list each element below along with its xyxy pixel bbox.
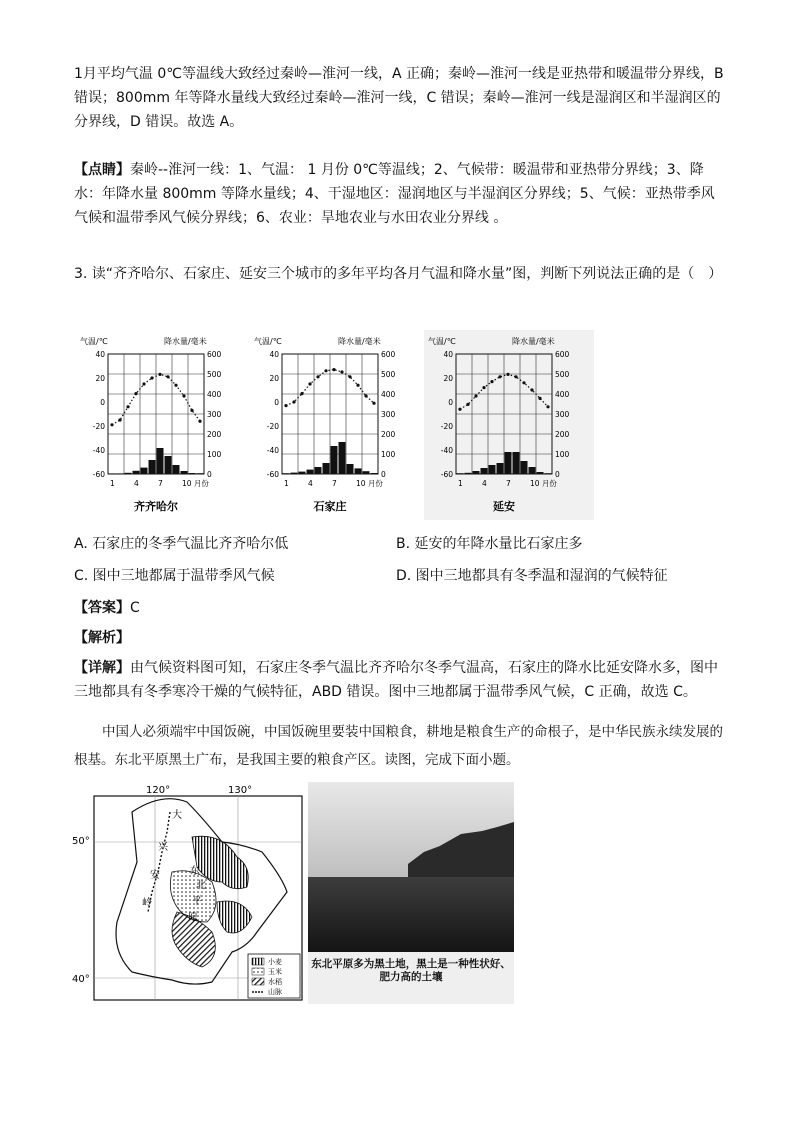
precip-bar [197,473,204,474]
precip-tick-label: 500 [555,370,570,379]
temp-tick-label: 20 [269,374,279,383]
precip-bar [521,461,528,474]
precip-bar [109,473,116,474]
precip-tick-label: 600 [381,350,396,359]
temp-point [474,394,477,397]
question-3: 3. 读“齐齐哈尔、石家庄、延安三个城市的多年平均各月气温和降水量”图，判断下列说法正确的是（ ） [74,266,723,282]
option-b: B. 延安的年降水量比石家庄多 [396,536,583,552]
precip-bar [473,471,480,474]
precip-tick-label: 600 [207,350,222,359]
temp-point [538,397,541,400]
temp-tick-label: -20 [266,422,279,431]
temp-point [316,375,319,378]
temp-point [198,420,201,423]
precip-bar [371,473,378,474]
map-char-1: 大 [172,810,182,821]
precip-bar [181,471,188,474]
month-tick-label: 10 月份 [530,479,557,488]
month-tick-label: 4 [134,479,139,488]
month-tick-label: 7 [158,479,163,488]
month-tick-label: 4 [308,479,313,488]
precip-tick-label: 200 [381,430,396,439]
precip-tick-label: 100 [207,450,222,459]
precip-bar [299,472,306,474]
precip-tick-label: 100 [381,450,396,459]
precip-bar [189,473,196,474]
precip-axis-label: 降水量/毫米 [164,337,207,346]
chart-caption: 石家庄 [313,500,347,513]
precip-tick-label: 300 [555,410,570,419]
temp-tick-label: -20 [92,422,105,431]
precip-bar [489,465,496,474]
map-char-2: 兴 [158,842,168,853]
month-tick-label: 10 月份 [356,479,383,488]
precip-bar [339,442,346,474]
month-tick-label: 1 [110,479,115,488]
temp-point [332,368,335,371]
precip-tick-label: 0 [555,470,560,479]
temp-point [118,418,121,421]
precip-bar [355,468,362,474]
precip-bar [481,468,488,474]
black-soil-photo [308,782,514,1004]
tip-label: 【点睛】 [74,162,130,178]
precip-tick-label: 500 [381,370,396,379]
precip-bar [537,472,544,474]
climate-chart-yanan [424,330,594,520]
precip-bar [283,473,290,474]
temp-point [490,380,493,383]
temp-point [158,373,161,376]
temp-point [150,376,153,379]
precip-tick-label: 0 [381,470,386,479]
temp-point [522,381,525,384]
lat-label-50: 50° [72,836,90,847]
analysis-label: 【解析】 [74,630,130,646]
legend-wheat: 小麦 [268,958,282,966]
northeast-plain-crop-map [72,782,304,1004]
temp-point [166,375,169,378]
precip-bar [457,473,464,474]
precip-tick-label: 0 [207,470,212,479]
precip-bar [173,465,180,474]
precip-tick-label: 100 [555,450,570,459]
precip-bar [545,473,552,474]
temp-tick-label: -40 [440,446,453,455]
precip-bar [465,473,472,474]
temp-point [292,400,295,403]
answer-line [74,598,140,618]
temp-tick-label: 40 [269,350,279,359]
temp-tick-label: 40 [443,350,453,359]
map-char-4: 岭 [142,898,152,909]
precip-bar [347,464,354,474]
climate-chart-qiqihar [76,330,246,520]
temp-tick-label: 0 [448,398,453,407]
precip-bar [315,467,322,474]
map-char-3: 安 [150,870,160,881]
legend-corn: 玉米 [268,968,282,976]
detail-text: 由气候资料图可知，石家庄冬季气温比齐齐哈尔冬季气温高，石家庄的降水比延安降水多，图中三地都具有冬季寒冷干燥的气候特征，ABD 错误。图中三地都属于温带季风气候，C 正确，故选 C。 [74,660,718,700]
precip-tick-label: 500 [207,370,222,379]
precip-axis-label: 降水量/毫米 [338,337,381,346]
temp-point [142,382,145,385]
precip-bar [331,446,338,474]
month-tick-label: 7 [332,479,337,488]
chart-caption: 延安 [493,500,515,513]
temp-point [458,408,461,411]
legend-rice: 水稻 [268,978,282,986]
answer-explanation-q2: 1月平均气温 0℃等温线大致经过秦岭—淮河一线，A 正确；秦岭—淮河一线是亚热带和暖温带分界线，B 错误；800mm 年等降水量线大致经过秦岭—淮河一线，C 错误；秦岭—淮河一线是湿润区和半湿润区的分界线，D 错误。故选 A。 [74,66,724,130]
lat-label-40: 40° [72,974,90,985]
temp-point [182,394,185,397]
precip-bar [117,473,124,474]
chart-caption: 齐齐哈尔 [134,500,178,513]
precip-bar [529,467,536,474]
temp-tick-label: 20 [443,374,453,383]
temp-axis-label: 气温/℃ [428,337,456,346]
precip-axis-label: 降水量/毫米 [512,337,555,346]
answer-value: C [130,600,140,616]
temp-tick-label: 20 [95,374,105,383]
month-tick-label: 1 [458,479,463,488]
temp-point [308,382,311,385]
material-intro: 中国人必须端牢中国饭碗，中国饭碗里要装中国粮食，耕地是粮食生产的命根子，是中华民族永续发展的根基。东北平原黑土广布，是我国主要的粮食产区。读图，完成下面小题。 [74,724,723,768]
temp-point [466,403,469,406]
precip-tick-label: 300 [381,410,396,419]
temp-point [530,388,533,391]
map-char-7: 平 [192,896,202,907]
precip-tick-label: 400 [381,390,396,399]
precip-bar [141,468,148,474]
temp-tick-label: 0 [100,398,105,407]
month-tick-label: 10 月份 [182,479,209,488]
temp-tick-label: -40 [266,446,279,455]
precip-bar [307,470,314,474]
precip-bar [363,471,370,474]
temp-axis-label: 气温/℃ [254,337,282,346]
precip-bar [513,452,520,474]
temp-point [126,405,129,408]
legend-mountain: 山脉 [268,988,282,996]
temp-point [364,394,367,397]
temp-point [340,370,343,373]
detail-paragraph [74,656,724,704]
month-tick-label: 4 [482,479,487,488]
precip-tick-label: 600 [555,350,570,359]
temp-tick-label: -20 [440,422,453,431]
precip-bar [323,463,330,474]
month-tick-label: 7 [506,479,511,488]
temp-point [324,369,327,372]
temp-point [506,373,509,376]
precip-bar [165,456,172,474]
temp-point [190,409,193,412]
climate-chart-shijiazhuang [250,330,420,520]
temp-point [284,404,287,407]
temp-point [482,386,485,389]
temp-point [110,423,113,426]
precip-tick-label: 200 [207,430,222,439]
precip-bar [497,463,504,474]
temp-tick-label: -60 [266,470,279,479]
answer-label: 【答案】 [74,600,130,616]
precip-tick-label: 400 [555,390,570,399]
temp-point [546,405,549,408]
lon-label-130: 130° [228,785,253,796]
precip-tick-label: 400 [207,390,222,399]
tip-paragraph [74,158,724,230]
temp-point [514,375,517,378]
temp-point [300,392,303,395]
option-a: A. 石家庄的冬季气温比齐齐哈尔低 [74,536,289,552]
map-char-8: 原 [188,912,198,923]
precip-bar [291,473,298,474]
precip-bar [133,471,140,474]
precip-bar [149,460,156,474]
detail-label: 【详解】 [74,660,130,676]
temp-point [372,402,375,405]
map-char-5: 东 [190,866,200,877]
temp-tick-label: 40 [95,350,105,359]
temp-point [174,384,177,387]
lon-label-120: 120° [146,785,171,796]
temp-axis-label: 气温/℃ [80,337,108,346]
temp-tick-label: -40 [92,446,105,455]
option-c: C. 图中三地都属于温带季风气候 [74,568,275,584]
precip-tick-label: 200 [555,430,570,439]
precip-bar [505,452,512,474]
photo-caption: 东北平原多为黑土地，黑土是一种性状好、肥力高的土壤 [308,952,514,1004]
precip-bar [125,473,132,474]
temp-point [348,375,351,378]
precip-bar [157,448,164,474]
temp-tick-label: -60 [92,470,105,479]
temp-point [498,375,501,378]
temp-point [134,392,137,395]
map-char-6: 北 [196,880,206,891]
option-d: D. 图中三地都具有冬季温和湿润的气候特征 [396,568,668,584]
month-tick-label: 1 [284,479,289,488]
tip-text: 秦岭--淮河一线：1、气温： 1 月份 0℃等温线；2、气候带：暖温带和亚热带分界线；3、降水：年降水量 800mm 等降水量线；4、干湿地区：湿润地区与半湿润区分界线；5、气候：亚热带季风气候和温带季风气候分界线；6、农业：旱地农业与水田农业分界线 。 [74,162,715,226]
temp-tick-label: 0 [274,398,279,407]
temp-point [356,384,359,387]
temp-tick-label: -60 [440,470,453,479]
precip-tick-label: 300 [207,410,222,419]
